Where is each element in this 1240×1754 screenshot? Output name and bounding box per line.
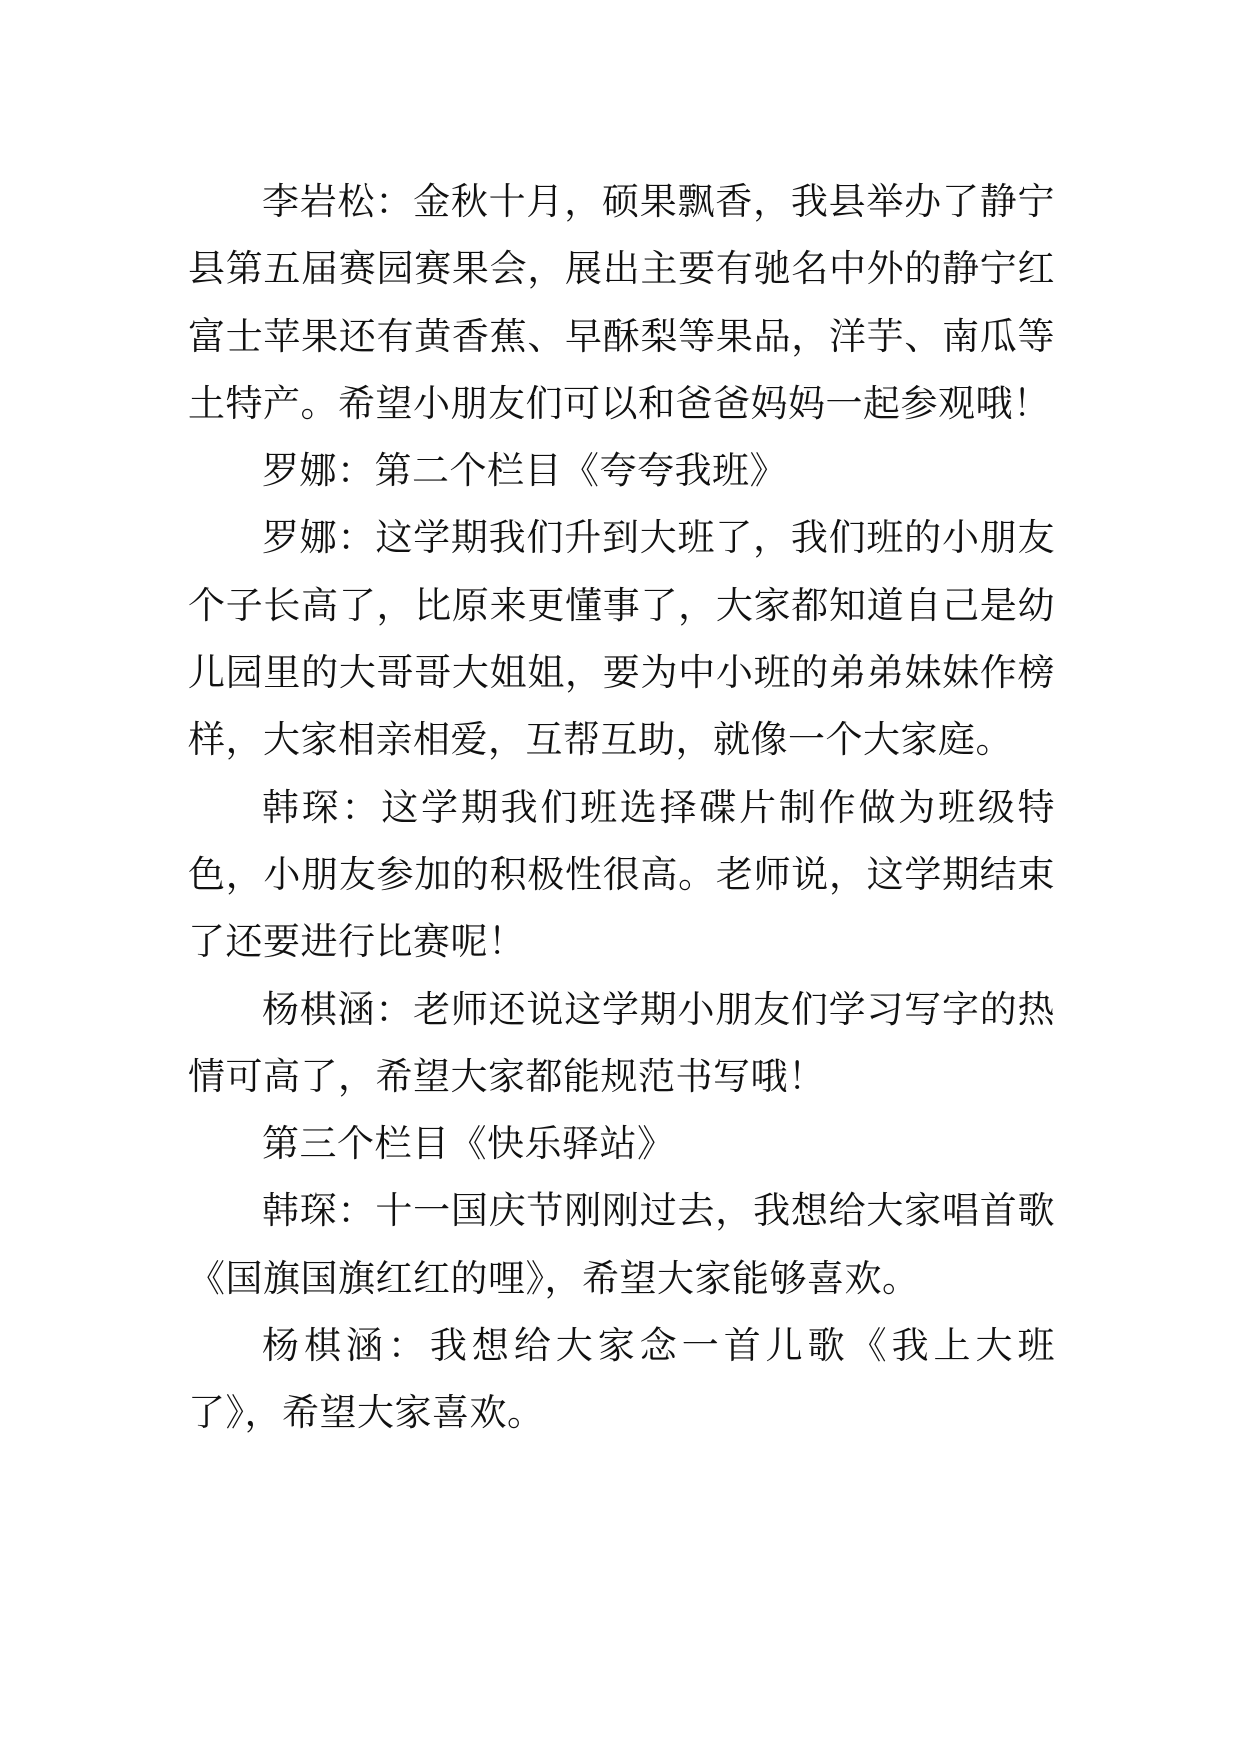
paragraph-section-three-title: 第三个栏目《快乐驿站》: [262, 1122, 675, 1166]
paragraph-han-chen-dvd: 韩琛：这学期我们班选择碟片制作做为班级特色，小朋友参加的积极性很高。老师说，这学期结束了还要进行比赛呢！: [188, 785, 1055, 964]
paragraph-yang-qihan-rhyme: 杨棋涵：我想给大家念一首儿歌《我上大班了》，希望大家喜欢。: [188, 1324, 1055, 1435]
paragraph-han-chen-song: 韩琛：十一国庆节刚刚过去，我想给大家唱首歌《国旗国旗红红的哩》，希望大家能够喜欢。: [188, 1189, 1055, 1300]
paragraph-luo-na: 罗娜：这学期我们升到大班了，我们班的小朋友个子长高了，比原来更懂事了，大家都知道自己是幼儿园里的大哥哥大姐姐，要为中小班的弟弟妹妹作榜样，大家相亲相爱，互帮互助，就像一个大家庭。: [188, 516, 1055, 762]
paragraph-li-yansong: 李岩松：金秋十月，硕果飘香，我县举办了静宁县第五届赛园赛果会，展出主要有驰名中外的静宁红富士苹果还有黄香蕉、早酥梨等果品，洋芋、南瓜等土特产。希望小朋友们可以和爸爸妈妈一起参观哦！: [188, 180, 1055, 425]
paragraph-yang-qihan-writing: 杨棋涵：老师还说这学期小朋友们学习写字的热情可高了，希望大家都能规范书写哦！: [188, 987, 1055, 1098]
paragraph-section-two-title: 罗娜：第二个栏目《夸夸我班》: [262, 449, 787, 493]
